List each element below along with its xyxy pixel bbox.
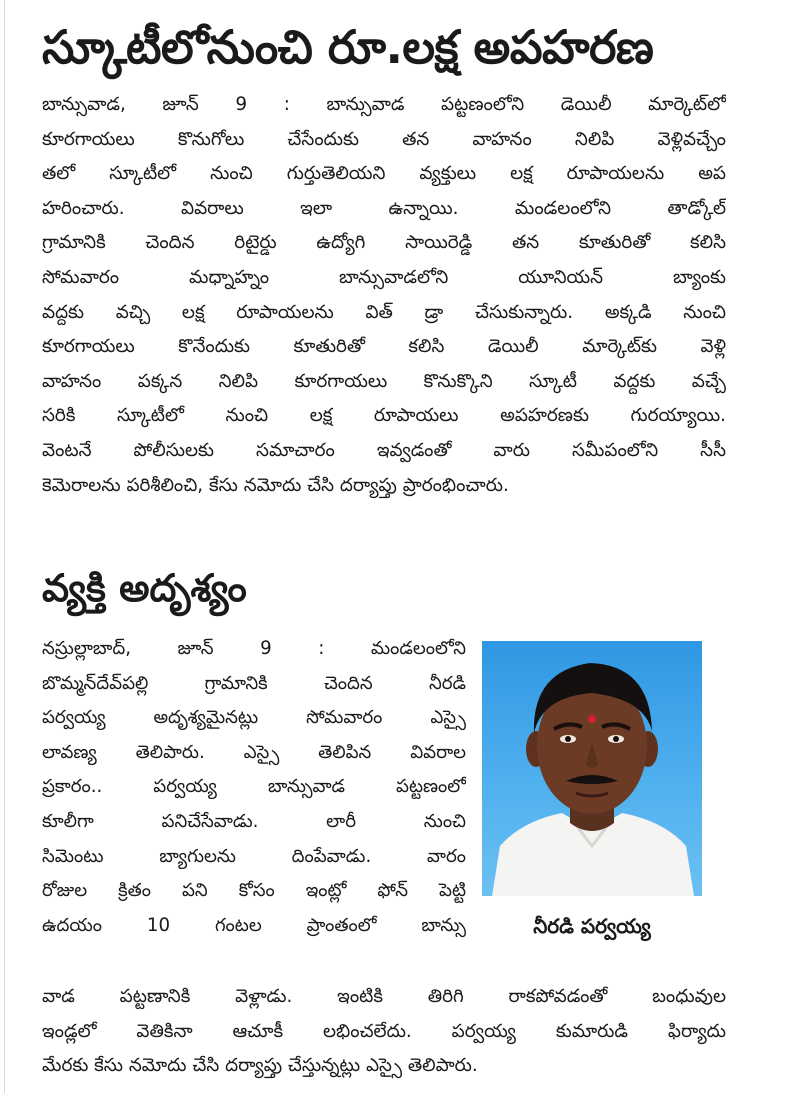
body-line: తలో స్కూటీలో నుంచి గుర్తుతెలియని వ్యక్తులు లక్ష రూపాయలను అప <box>42 163 726 185</box>
article-body-narrow <box>42 632 466 943</box>
body-line: వాహనం పక్కన నిలిపి కూరగాయలు కొనుక్కొని స్కూటీ వద్దకు వచ్చే <box>42 370 726 392</box>
article-headline: స్కూటీలోనుంచి రూ.లక్ష అపహరణ <box>42 20 654 74</box>
body-line: వెంటనే పోలీసులకు సమాచారం ఇవ్వడంతో వారు సమీపంలోని సీసీ <box>42 439 726 461</box>
body-line: వద్దకు వచ్చి లక్ష రూపాయలను విత్ డ్రా చేసుకున్నారు. అక్కడి నుంచి <box>42 301 726 323</box>
body-line: ఇండ్లలో వెతికినా ఆచూకీ లభించలేదు. పర్వయ్య కుమారుడి ఫిర్యాదు <box>42 1020 726 1042</box>
body-line: పర్వయ్య అదృశ్యమైనట్లు సోమవారం ఎస్సై <box>42 707 466 729</box>
body-line: కూరగాయలు కొనేందుకు కూతురితో కలిసి డెయిలీ మార్కెట్‌కు వెళ్లి <box>42 336 726 358</box>
article-subheadline: వ్యక్తి అదృశ్యం <box>42 566 247 610</box>
body-line: గ్రామానికి చెందిన రిటైర్డు ఉద్యోగి సాయిరెడ్డి తన కూతురితో కలిసి <box>42 232 726 254</box>
column-rule <box>4 0 5 1093</box>
body-line: కెమెరాలను పరిశీలించి, కేసు నమోదు చేసి దర్యాప్తు ప్రారంభించారు. <box>42 474 509 496</box>
article-body <box>42 88 726 503</box>
body-line: వాడ పట్టణానికి వెళ్లాడు. ఇంటికి తిరిగి రాకపోవడంతో బంధువుల <box>42 986 726 1007</box>
body-line: మేరకు కేసు నమోదు చేసి దర్యాప్తు చేస్తున్నట్లు ఎస్సై తెలిపారు. <box>42 1055 478 1077</box>
article-body-continued <box>42 980 726 1084</box>
body-line: రోజుల క్రితం పని కోసం ఇంట్లో ఫోన్ పెట్టి <box>42 880 466 902</box>
person-photo <box>482 641 702 896</box>
body-line: ప్రకారం.. పర్వయ్య బాన్సువాడ పట్టణంలో <box>42 776 466 798</box>
body-line: హరించారు. వివరాలు ఇలా ఉన్నాయి. మండలంలోని తాడ్కోల్ <box>42 197 726 219</box>
body-line: లావణ్య తెలిపారు. ఎస్సై తెలిపిన వివరాల <box>42 741 466 763</box>
body-line: బొమ్మన్‌దేవ్‌పల్లి గ్రామానికి చెందిన నీరడి <box>42 672 466 694</box>
portrait-image <box>482 641 702 896</box>
body-line: ఉదయం 10 గంటల ప్రాంతంలో బాన్సు <box>42 914 466 936</box>
body-line: బాన్సువాడ, జూన్ 9 : బాన్సువాడ పట్టణంలోని డెయిలీ మార్కెట్‌లో <box>42 94 726 115</box>
body-line: సరికి స్కూటీలో నుంచి లక్ష రూపాయలు అపహరణకు గురయ్యాయి. <box>42 405 726 427</box>
photo-caption: నీరడి పర్వయ్య <box>533 914 651 938</box>
body-line: సోమవారం మధ్నాహ్నం బాన్సువాడలోని యూనియన్ బ్యాంకు <box>42 266 726 288</box>
body-line: కూరగాయలు కొనుగోలు చేసేందుకు తన వాహనం నిలిపి వెళ్లివచ్చేం <box>42 128 726 150</box>
body-line: నస్రుల్లాబాద్, జూన్ 9 : మండలంలోని <box>42 638 466 659</box>
body-line: కూలీగా పనిచేసేవాడు. లారీ నుంచి <box>42 810 466 832</box>
body-line: సిమెంటు బ్యాగులను దింపేవాడు. వారం <box>42 845 466 867</box>
